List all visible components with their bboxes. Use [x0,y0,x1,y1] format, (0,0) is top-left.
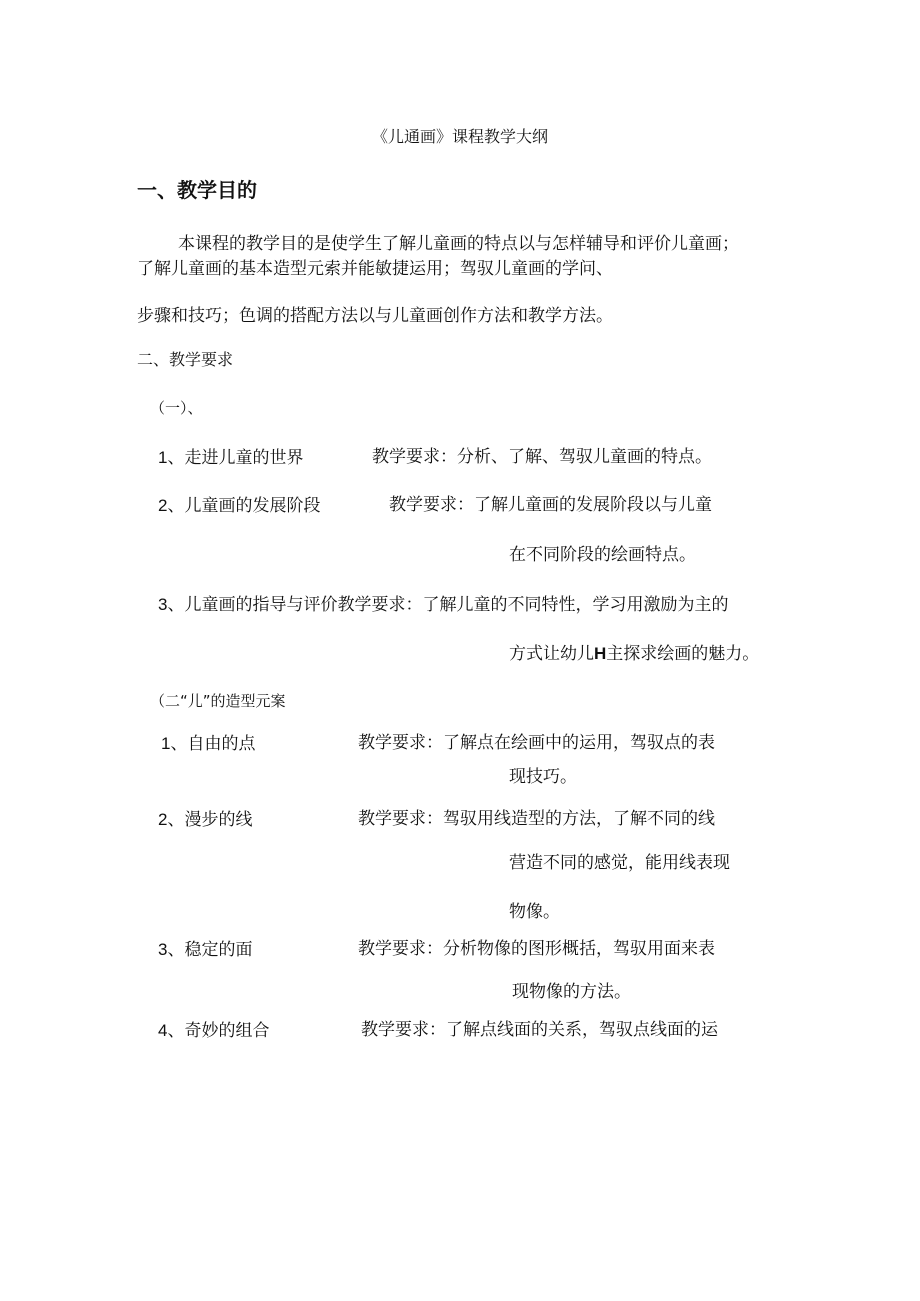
item-requirement-continued: 物像。 [509,902,560,922]
list-item [158,497,320,515]
subsection-label-1: （一）、 [150,399,203,417]
item-requirement: 教学要求：分析物像的图形概括，驾驭用面来表 [358,939,715,959]
item-name: 、奇妙的组合 [167,1021,270,1041]
requirement-text: H [594,644,607,663]
item-name: 、儿童画的发展阶段 [167,496,321,516]
item-name: 、稳定的面 [167,940,253,960]
list-item [158,941,252,959]
objectives-paragraph-line-2: 了解儿童画的基本造型元索并能敏捷运用；驾驭儿童画的学问、 [137,259,613,279]
item-name: 、儿童画的指导与评价教学要求：了解儿童的不同特性，学习用激励为主的 [167,595,729,615]
list-item [158,1022,269,1040]
item-requirement-continued: 现技巧。 [509,767,577,787]
item-number: 2 [158,810,168,829]
objectives-paragraph-line-3: 步骤和技巧；色调的搭配方法以与儿童画创作方法和教学方法。 [137,306,613,326]
section-heading-requirements: 二、教学要求 [137,350,234,369]
item-number: 4 [158,1021,168,1040]
item-number: 3 [158,940,168,959]
item-requirement: 教学要求：了解点在绘画中的运用，驾驭点的表 [358,733,715,753]
list-item [158,811,252,829]
item-name: 、漫步的线 [167,810,253,830]
item-requirement: 教学要求：分析、了解、驾驭儿童画的特点。 [372,447,712,467]
objectives-paragraph-line-1: 本课程的教学目的是使学生了解儿童画的特点以与怎样辅导和评价儿童画； [178,234,739,254]
requirement-text: 方式让幼儿 [509,644,594,664]
list-item [161,735,255,753]
item-number: 2 [158,496,168,515]
item-requirement-continued: 在不同阶段的绘画特点。 [509,545,696,565]
item-number: 3 [158,595,168,614]
item-requirement: 教学要求：驾驭用线造型的方法，了解不同的线 [358,809,715,829]
item-name: 、自由的点 [170,734,256,754]
list-item [158,449,303,467]
item-number: 1 [161,734,171,753]
item-number: 1 [158,448,168,467]
item-requirement-continued: 营造不同的感觉，能用线表现 [509,853,730,873]
item-requirement: 教学要求：了解点线面的关系，驾驭点线面的运 [361,1020,718,1040]
item-requirement-continued: 现物像的方法。 [512,982,631,1002]
document-title: 《儿通画》课程教学大纲 [371,127,548,146]
list-item [158,596,728,614]
subsection-label-2: （二“儿”的造型元案 [150,692,286,710]
item-requirement-continued [509,645,759,663]
requirement-text: 主探求绘画的魅力。 [606,644,760,664]
item-requirement: 教学要求：了解儿童画的发展阶段以与儿童 [389,495,712,515]
section-heading-objectives: 一、教学目的 [137,178,257,202]
item-name: 、走进儿童的世界 [167,448,304,468]
